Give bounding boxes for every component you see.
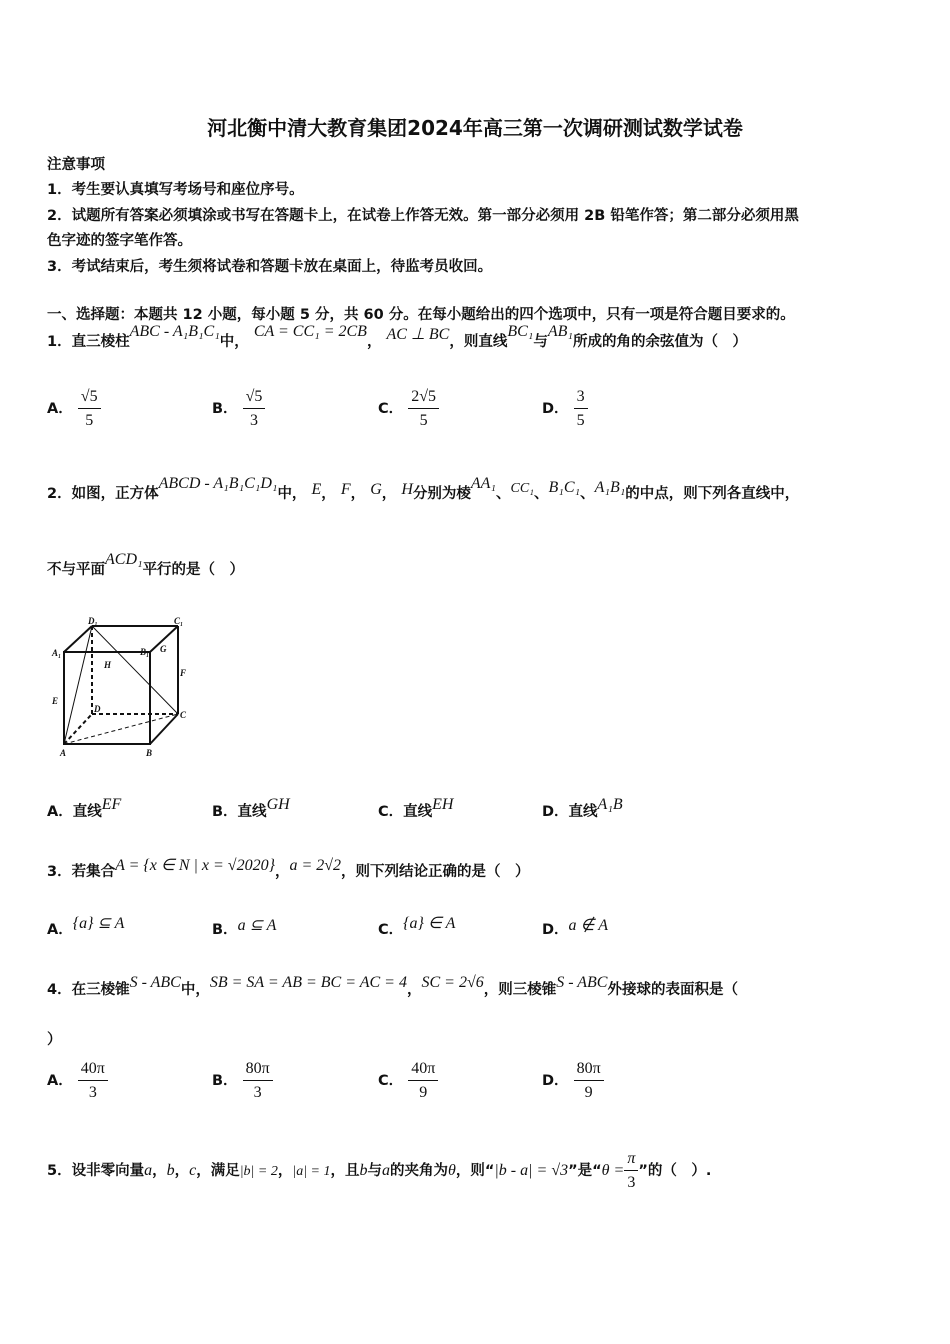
- question-1: 1．直三棱柱ABC - A₁B₁C₁中， CA = CC₁ = 2CB， AC ⊥ BC，则直线BC₁与AB₁所成的角的余弦值为（ ）: [47, 323, 747, 350]
- math-line2: AB₁: [547, 323, 573, 340]
- question-2-line2: 不与平面ACD₁平行的是（ ）: [47, 551, 245, 578]
- math-edges: SB = SA = AB = BC = AC = 4: [209, 974, 407, 991]
- q2-option-b: B．直线GH: [212, 796, 290, 820]
- section-header: 一、选择题：本题共 12 小题，每小题 5 分，共 60 分。在每小题给出的四个选项中，只有一项是符合题目要求的。: [47, 307, 795, 323]
- math-prism: ABC - A₁B₁C₁: [129, 323, 220, 340]
- notice-item: 1．考生要认真填写考场号和座位序号。: [47, 182, 304, 198]
- label-c: C: [180, 710, 187, 720]
- fraction: $\frac{80\pi}{3}$: [243, 1060, 273, 1102]
- question-4: 4．在三棱锥S - ABC中，SB = SA = AB = BC = AC = 4，SC = 2√6，则三棱锥S - ABC外接球的表面积是（: [47, 974, 738, 998]
- math-perp: AC ⊥ BC: [386, 326, 450, 343]
- notice-item: 色字迹的签字笔作答。: [47, 233, 192, 249]
- label-b1: B₁: [140, 647, 150, 657]
- q3-option-d: D．a ∉ A: [542, 917, 608, 938]
- math-ratio: CA = CC₁ = 2CB: [253, 323, 367, 340]
- diagonal-ac: [64, 714, 178, 744]
- label-a1: A₁: [52, 648, 62, 658]
- fraction: $\frac{√5}{5}$: [78, 388, 101, 430]
- edge: [64, 626, 92, 652]
- q4-option-d: D． $\frac{80\pi}{9}$: [542, 1060, 604, 1102]
- q2-option-c: C．直线EH: [378, 796, 454, 820]
- label-c1: C₁: [174, 616, 184, 626]
- math-line1: BC₁: [507, 323, 534, 340]
- label-d1: D₁: [88, 616, 98, 626]
- label-d: D: [94, 704, 101, 714]
- question-5: 5．设非零向量a，b，c，满足|b| = 2，|a| = 1，且b与a的夹角为θ，则“|b - a| = √3”是“θ = $\frac{\pi}{3}$ ”的（ ）.: [47, 1150, 712, 1191]
- fraction: $\frac{√5}{3}$: [243, 388, 266, 430]
- q4-option-a: A． $\frac{40\pi}{3}$: [47, 1060, 108, 1102]
- math-pyramid: S - ABC: [129, 974, 181, 991]
- notice-heading: 注意事项: [47, 157, 105, 173]
- cube-figure: [48, 614, 198, 764]
- diagonal-ad1: [64, 626, 92, 744]
- label-a: A: [60, 748, 67, 758]
- label-h: H: [104, 660, 112, 670]
- q1-option-c: C． $\frac{2√5}{5}$: [378, 388, 439, 430]
- hidden-edge: [64, 714, 92, 744]
- math-cube: ABCD - A₁B₁C₁D₁: [158, 475, 278, 492]
- q3-option-b: B．a ⊆ A: [212, 917, 277, 938]
- edge: [150, 714, 178, 744]
- question-2: 2．如图，正方体ABCD - A₁B₁C₁D₁中， E， F， G， H分别为棱AA₁、CC₁、B₁C₁、A₁B₁的中点，则下列各直线中，: [47, 475, 800, 502]
- math-plane: ACD₁: [105, 551, 143, 568]
- math-sc: SC = 2√6: [421, 974, 484, 991]
- q4-option-b: B． $\frac{80\pi}{3}$: [212, 1060, 273, 1102]
- q1-option-a: A． $\frac{√5}{5}$: [47, 388, 101, 430]
- q3-option-c: C．{a} ∈ A: [378, 915, 456, 938]
- page-title: 河北衡中清大教育集团2024年高三第一次调研测试数学试卷: [207, 116, 743, 140]
- q4-option-c: C． $\frac{40\pi}{9}$: [378, 1060, 438, 1102]
- fraction: $\frac{80\pi}{9}$: [574, 1060, 604, 1102]
- fraction: $\frac{3}{5}$: [574, 388, 588, 430]
- label-g: G: [160, 644, 167, 654]
- fraction: $\frac{\pi}{3}$: [624, 1150, 638, 1192]
- fraction: $\frac{40\pi}{9}$: [408, 1060, 438, 1102]
- q2-option-d: D．直线A₁B: [542, 796, 623, 820]
- notice-item: 2．试题所有答案必须填涂或书写在答题卡上，在试卷上作答无效。第一部分必须用 2B 铅笔作答；第二部分必须用黑: [47, 208, 799, 224]
- math-set: A = {x ∈ N | x = √2020}: [115, 857, 275, 874]
- question-4-close: ）: [47, 1032, 62, 1048]
- q1-option-d: D． $\frac{3}{5}$: [542, 388, 588, 430]
- label-f: F: [180, 668, 187, 678]
- question-3: 3．若集合A = {x ∈ N | x = √2020}，a = 2√2，则下列结论正确的是（ ）: [47, 857, 530, 880]
- q3-option-a: A．{a} ⊆ A: [47, 915, 125, 938]
- math-pyramid-2: S - ABC: [556, 974, 608, 991]
- fraction: $\frac{40\pi}{3}$: [78, 1060, 108, 1102]
- fraction: $\frac{2√5}{5}$: [408, 388, 439, 430]
- math-vector-diff: |b - a| = √3: [494, 1162, 569, 1179]
- q2-option-a: A．直线EF: [47, 796, 122, 820]
- notice-item: 3．考试结束后，考生须将试卷和答题卡放在桌面上，待监考员收回。: [47, 259, 493, 275]
- label-b: B: [146, 748, 153, 758]
- q1-option-b: B． $\frac{√5}{3}$: [212, 388, 265, 430]
- label-e: E: [52, 696, 59, 706]
- math-a: a = 2√2: [289, 857, 342, 874]
